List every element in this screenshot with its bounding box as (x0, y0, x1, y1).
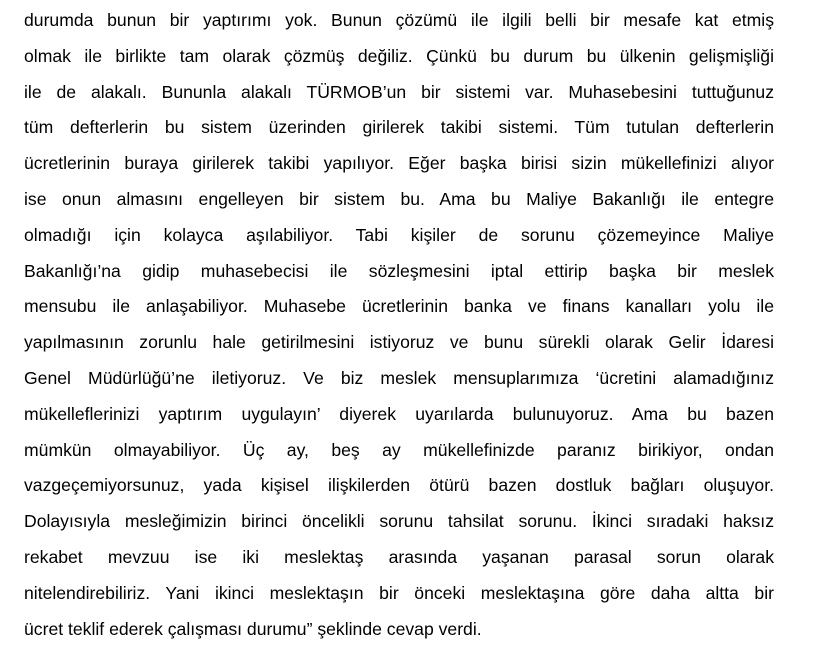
text-line: rekabet mevzuu ise iki meslektaş arasında yaşanan parasal sorun olarak (24, 546, 774, 567)
text-line: durumda bunun bir yaptırımı yok. Bunun çözümü ile ilgili belli bir mesafe kat etmiş (24, 10, 774, 30)
text-line: Dolayısıyla mesleğimizin birinci öncelikli sorunu tahsilat sorunu. İkinci sıradaki haksız (24, 511, 774, 532)
text-line: mükelleflerinizi yaptırım uygulayın’ diyerek uyarılarda bulunuyoruz. Ama bu bazen (24, 403, 774, 424)
text-line: mensubu ile anlaşabiliyor. Muhasebe ücretlerinin banka ve finans kanalları yolu ile (24, 296, 774, 317)
text-line: tüm defterlerin bu sistem üzerinden girilerek takibi sistemi. Tüm tutulan defterlerin (24, 117, 774, 138)
text-line: yapılmasının zorunlu hale getirilmesini istiyoruz ve bunu sürekli olarak Gelir İdaresi (24, 332, 774, 353)
text-line-last: ücret teklif ederek çalışması durumu” şeklinde cevap verdi. (24, 618, 482, 639)
text-line: Bakanlığı’na gidip muhasebecisi ile sözleşmesini iptal ettirip başka bir meslek (24, 260, 774, 281)
text-line: ise onun almasını engelleyen bir sistem bu. Ama bu Maliye Bakanlığı ile entegre (24, 188, 774, 209)
text-line: ücretlerinin buraya girilerek takibi yapılıyor. Eğer başka birisi sizin mükellefinizi alıyor (24, 153, 774, 174)
text-line: olmadığı için kolayca aşılabiliyor. Tabi kişiler de sorunu çözemeyince Maliye (24, 224, 774, 245)
text-line: Genel Müdürlüğü’ne iletiyoruz. Ve biz meslek mensuplarımıza ‘ücretini alamadığınız (24, 367, 774, 388)
text-line: olmak ile birlikte tam olarak çözmüş değiliz. Çünkü bu durum bu ülkenin gelişmişliği (24, 45, 774, 66)
text-line: ile de alakalı. Bununla alakalı TÜRMOB’un bir sistemi var. Muhasebesini tuttuğunuz (24, 81, 774, 102)
text-line: mümkün olmayabiliyor. Üç ay, beş ay mükellefinizde paranız birikiyor, ondan (24, 439, 774, 460)
text-line: vazgeçemiyorsunuz, yada kişisel ilişkilerden ötürü bazen dostluk bağları oluşuyor. (24, 475, 774, 496)
text-line: nitelendirebiliriz. Yani ikinci meslektaşın bir önceki meslektaşına göre daha altta bir (24, 582, 774, 603)
document-body (24, 9, 774, 653)
